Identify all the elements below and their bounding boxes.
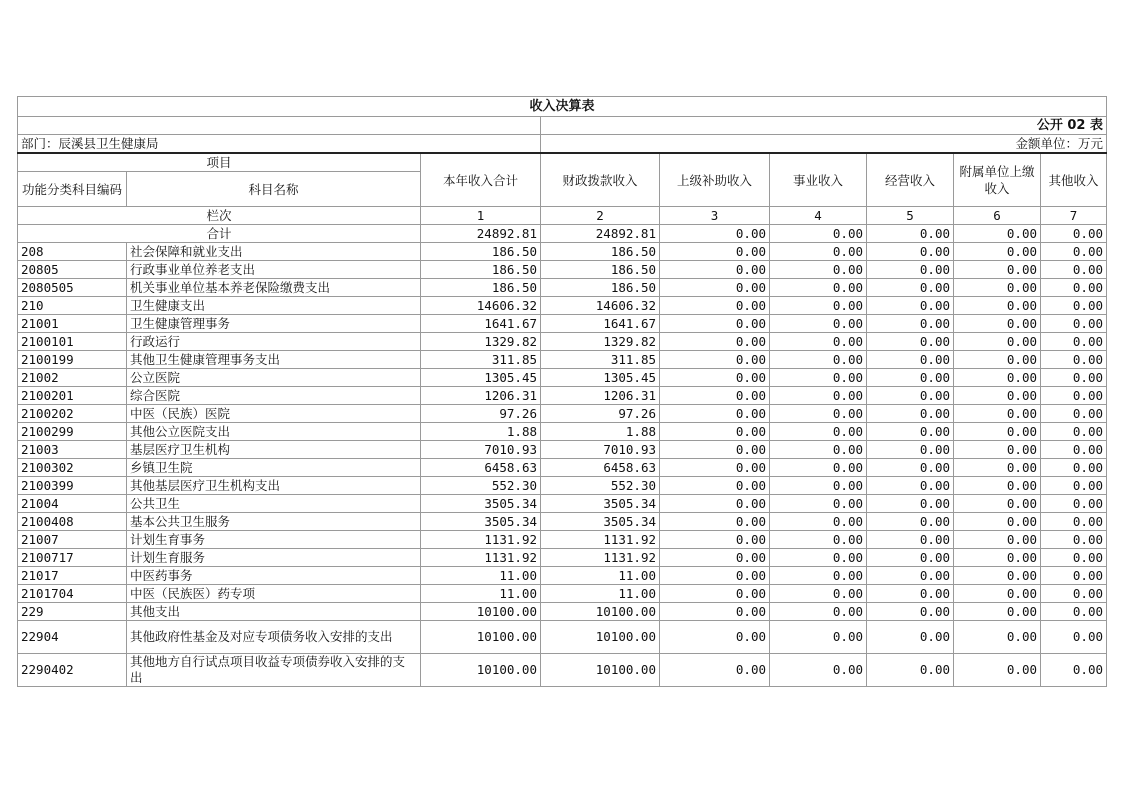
header-superior: 上级补助收入 [660, 153, 770, 207]
table-row [18, 279, 1107, 297]
amount-cell: 186.50 [421, 261, 541, 279]
amount-cell: 11.00 [421, 567, 541, 585]
header-total: 本年收入合计 [421, 153, 541, 207]
amount-cell: 0.00 [1041, 387, 1107, 405]
table-row [18, 441, 1107, 459]
unit-label: 金额单位：万元 [541, 135, 1107, 154]
amount-cell: 7010.93 [541, 441, 660, 459]
amount-cell: 311.85 [541, 351, 660, 369]
amount-cell: 0.00 [1041, 405, 1107, 423]
amount-cell: 0.00 [770, 531, 867, 549]
amount-cell: 0.00 [770, 387, 867, 405]
amount-cell: 552.30 [541, 477, 660, 495]
table-row [18, 387, 1107, 405]
amount-cell: 10100.00 [541, 621, 660, 654]
subject-code: 21002 [18, 369, 127, 387]
table-row [18, 423, 1107, 441]
table-row [18, 405, 1107, 423]
amount-cell: 14606.32 [421, 297, 541, 315]
header-name: 科目名称 [127, 172, 421, 207]
amount-cell: 0.00 [867, 315, 954, 333]
amount-cell: 0.00 [660, 567, 770, 585]
amount-cell: 0.00 [954, 459, 1041, 477]
amount-cell: 0.00 [660, 297, 770, 315]
subject-name: 卫生健康支出 [127, 297, 421, 315]
amount-cell: 6458.63 [421, 459, 541, 477]
amount-cell: 0.00 [770, 495, 867, 513]
subject-name: 机关事业单位基本养老保险缴费支出 [127, 279, 421, 297]
amount-cell: 0.00 [954, 243, 1041, 261]
amount-cell: 0.00 [867, 495, 954, 513]
amount-cell: 11.00 [541, 585, 660, 603]
table-row [18, 315, 1107, 333]
amount-cell: 0.00 [954, 549, 1041, 567]
amount-cell: 0.00 [1041, 495, 1107, 513]
amount-cell: 0.00 [867, 351, 954, 369]
amount-cell: 0.00 [1041, 549, 1107, 567]
subject-name: 计划生育服务 [127, 549, 421, 567]
amount-cell: 0.00 [660, 279, 770, 297]
subject-name: 中医（民族医）药专项 [127, 585, 421, 603]
amount-cell: 0.00 [770, 279, 867, 297]
amount-cell: 0.00 [660, 549, 770, 567]
amount-cell: 14606.32 [541, 297, 660, 315]
amount-cell: 97.26 [421, 405, 541, 423]
column-number: 5 [867, 207, 954, 225]
amount-cell: 0.00 [1041, 441, 1107, 459]
column-number: 1 [421, 207, 541, 225]
amount-cell: 1206.31 [541, 387, 660, 405]
subject-code: 22904 [18, 621, 127, 654]
table-row [18, 351, 1107, 369]
income-table [17, 96, 1107, 687]
column-number: 7 [1041, 207, 1107, 225]
amount-cell: 10100.00 [421, 621, 541, 654]
subject-code: 208 [18, 243, 127, 261]
amount-cell: 0.00 [660, 495, 770, 513]
table-row [18, 459, 1107, 477]
amount-cell: 0.00 [867, 333, 954, 351]
amount-cell: 0.00 [867, 423, 954, 441]
table-row [18, 477, 1107, 495]
amount-cell: 186.50 [421, 243, 541, 261]
amount-cell: 0.00 [954, 315, 1041, 333]
amount-cell: 0.00 [954, 333, 1041, 351]
amount-cell: 0.00 [867, 441, 954, 459]
income-statement-sheet [17, 96, 1106, 687]
amount-cell: 0.00 [770, 333, 867, 351]
amount-cell: 0.00 [660, 459, 770, 477]
amount-cell: 0.00 [954, 423, 1041, 441]
amount-cell: 0.00 [1041, 333, 1107, 351]
header-business: 事业收入 [770, 153, 867, 207]
subject-code: 2100408 [18, 513, 127, 531]
amount-cell: 0.00 [770, 369, 867, 387]
subject-code: 21003 [18, 441, 127, 459]
amount-cell: 1131.92 [421, 531, 541, 549]
amount-cell: 1641.67 [421, 315, 541, 333]
subject-name: 计划生育事务 [127, 531, 421, 549]
amount-cell: 0.00 [770, 477, 867, 495]
subject-name: 基本公共卫生服务 [127, 513, 421, 531]
amount-cell: 3505.34 [421, 495, 541, 513]
subject-code: 21001 [18, 315, 127, 333]
amount-cell: 186.50 [541, 243, 660, 261]
total-value: 0.00 [954, 225, 1041, 243]
amount-cell: 0.00 [867, 477, 954, 495]
amount-cell: 0.00 [954, 654, 1041, 687]
amount-cell: 0.00 [867, 585, 954, 603]
subject-code: 2080505 [18, 279, 127, 297]
total-label: 合计 [18, 225, 421, 243]
amount-cell: 0.00 [1041, 297, 1107, 315]
amount-cell: 0.00 [660, 621, 770, 654]
amount-cell: 0.00 [770, 459, 867, 477]
subject-code: 2100299 [18, 423, 127, 441]
amount-cell: 0.00 [1041, 654, 1107, 687]
table-row [18, 369, 1107, 387]
subject-code: 2100101 [18, 333, 127, 351]
amount-cell: 0.00 [770, 351, 867, 369]
amount-cell: 0.00 [1041, 513, 1107, 531]
amount-cell: 0.00 [1041, 315, 1107, 333]
amount-cell: 186.50 [541, 261, 660, 279]
subject-code: 2290402 [18, 654, 127, 687]
subject-code: 2101704 [18, 585, 127, 603]
amount-cell: 0.00 [1041, 243, 1107, 261]
table-row [18, 549, 1107, 567]
amount-cell: 0.00 [660, 243, 770, 261]
amount-cell: 0.00 [770, 513, 867, 531]
table-row [18, 654, 1107, 687]
amount-cell: 1.88 [541, 423, 660, 441]
total-value: 0.00 [660, 225, 770, 243]
table-row [18, 297, 1107, 315]
amount-cell: 0.00 [770, 297, 867, 315]
column-number: 4 [770, 207, 867, 225]
amount-cell: 11.00 [421, 585, 541, 603]
amount-cell: 0.00 [867, 531, 954, 549]
amount-cell: 0.00 [867, 567, 954, 585]
subject-name: 卫生健康管理事务 [127, 315, 421, 333]
amount-cell: 186.50 [421, 279, 541, 297]
header-item: 项目 [18, 153, 421, 172]
table-row [18, 621, 1107, 654]
amount-cell: 0.00 [660, 477, 770, 495]
subject-name: 基层医疗卫生机构 [127, 441, 421, 459]
amount-cell: 0.00 [770, 243, 867, 261]
amount-cell: 1329.82 [541, 333, 660, 351]
amount-cell: 0.00 [867, 279, 954, 297]
amount-cell: 0.00 [867, 261, 954, 279]
amount-cell: 0.00 [1041, 603, 1107, 621]
amount-cell: 0.00 [1041, 459, 1107, 477]
amount-cell: 186.50 [541, 279, 660, 297]
subject-name: 社会保障和就业支出 [127, 243, 421, 261]
column-number: 3 [660, 207, 770, 225]
subject-code: 2100201 [18, 387, 127, 405]
amount-cell: 7010.93 [421, 441, 541, 459]
amount-cell: 10100.00 [541, 654, 660, 687]
amount-cell: 0.00 [660, 441, 770, 459]
amount-cell: 3505.34 [541, 513, 660, 531]
amount-cell: 0.00 [1041, 567, 1107, 585]
subject-code: 21007 [18, 531, 127, 549]
amount-cell: 1.88 [421, 423, 541, 441]
subject-name: 其他支出 [127, 603, 421, 621]
amount-cell: 0.00 [954, 567, 1041, 585]
amount-cell: 0.00 [867, 297, 954, 315]
amount-cell: 0.00 [1041, 531, 1107, 549]
amount-cell: 0.00 [660, 423, 770, 441]
table-row [18, 585, 1107, 603]
subject-name: 其他卫生健康管理事务支出 [127, 351, 421, 369]
amount-cell: 10100.00 [421, 654, 541, 687]
amount-cell: 10100.00 [541, 603, 660, 621]
amount-cell: 552.30 [421, 477, 541, 495]
amount-cell: 0.00 [770, 405, 867, 423]
amount-cell: 0.00 [954, 513, 1041, 531]
amount-cell: 0.00 [660, 315, 770, 333]
amount-cell: 3505.34 [541, 495, 660, 513]
amount-cell: 1131.92 [541, 549, 660, 567]
amount-cell: 0.00 [867, 621, 954, 654]
amount-cell: 0.00 [954, 369, 1041, 387]
amount-cell: 311.85 [421, 351, 541, 369]
amount-cell: 0.00 [867, 405, 954, 423]
table-row [18, 531, 1107, 549]
amount-cell: 0.00 [770, 654, 867, 687]
amount-cell: 0.00 [1041, 585, 1107, 603]
amount-cell: 0.00 [770, 549, 867, 567]
amount-cell: 0.00 [867, 603, 954, 621]
subject-name: 综合医院 [127, 387, 421, 405]
table-row [18, 567, 1107, 585]
table-row [18, 513, 1107, 531]
table-row [18, 243, 1107, 261]
subject-code: 2100399 [18, 477, 127, 495]
total-value: 0.00 [867, 225, 954, 243]
amount-cell: 3505.34 [421, 513, 541, 531]
header-affiliated: 附属单位上缴收入 [954, 153, 1041, 207]
amount-cell: 0.00 [1041, 477, 1107, 495]
amount-cell: 10100.00 [421, 603, 541, 621]
amount-cell: 0.00 [660, 333, 770, 351]
amount-cell: 0.00 [867, 243, 954, 261]
amount-cell: 0.00 [770, 621, 867, 654]
column-label: 栏次 [18, 207, 421, 225]
amount-cell: 0.00 [954, 495, 1041, 513]
amount-cell: 0.00 [770, 585, 867, 603]
header-operating: 经营收入 [867, 153, 954, 207]
table-row [18, 495, 1107, 513]
amount-cell: 0.00 [954, 279, 1041, 297]
amount-cell: 0.00 [954, 531, 1041, 549]
amount-cell: 0.00 [954, 621, 1041, 654]
subject-name: 行政运行 [127, 333, 421, 351]
amount-cell: 0.00 [954, 477, 1041, 495]
amount-cell: 6458.63 [541, 459, 660, 477]
amount-cell: 0.00 [660, 654, 770, 687]
amount-cell: 0.00 [954, 297, 1041, 315]
header-fiscal: 财政拨款收入 [541, 153, 660, 207]
amount-cell: 0.00 [660, 387, 770, 405]
subject-code: 210 [18, 297, 127, 315]
amount-cell: 0.00 [867, 459, 954, 477]
subject-name: 其他政府性基金及对应专项债务收入安排的支出 [127, 621, 421, 654]
amount-cell: 0.00 [954, 405, 1041, 423]
amount-cell: 1305.45 [541, 369, 660, 387]
amount-cell: 0.00 [770, 603, 867, 621]
amount-cell: 0.00 [1041, 261, 1107, 279]
table-id: 公开 02 表 [541, 117, 1107, 135]
amount-cell: 0.00 [660, 513, 770, 531]
amount-cell: 0.00 [770, 567, 867, 585]
subject-name: 其他地方自行试点项目收益专项债券收入安排的支出 [127, 654, 421, 687]
amount-cell: 0.00 [867, 387, 954, 405]
amount-cell: 0.00 [867, 513, 954, 531]
amount-cell: 0.00 [867, 369, 954, 387]
subject-code: 21004 [18, 495, 127, 513]
amount-cell: 97.26 [541, 405, 660, 423]
subject-code: 20805 [18, 261, 127, 279]
amount-cell: 0.00 [770, 315, 867, 333]
amount-cell: 0.00 [954, 585, 1041, 603]
amount-cell: 0.00 [660, 585, 770, 603]
amount-cell: 0.00 [770, 423, 867, 441]
subject-code: 229 [18, 603, 127, 621]
header-other: 其他收入 [1041, 153, 1107, 207]
table-title: 收入决算表 [18, 97, 1107, 117]
subject-name: 行政事业单位养老支出 [127, 261, 421, 279]
subject-name: 其他基层医疗卫生机构支出 [127, 477, 421, 495]
subject-name: 其他公立医院支出 [127, 423, 421, 441]
table-row [18, 333, 1107, 351]
subject-name: 中医（民族）医院 [127, 405, 421, 423]
amount-cell: 0.00 [867, 549, 954, 567]
amount-cell: 1131.92 [541, 531, 660, 549]
amount-cell: 0.00 [1041, 423, 1107, 441]
subject-code: 2100199 [18, 351, 127, 369]
amount-cell: 0.00 [660, 603, 770, 621]
department-label: 部门：辰溪县卫生健康局 [18, 135, 541, 154]
amount-cell: 1206.31 [421, 387, 541, 405]
amount-cell: 0.00 [954, 387, 1041, 405]
subject-code: 21017 [18, 567, 127, 585]
amount-cell: 0.00 [660, 405, 770, 423]
amount-cell: 0.00 [660, 351, 770, 369]
amount-cell: 1329.82 [421, 333, 541, 351]
amount-cell: 0.00 [867, 654, 954, 687]
subject-code: 2100302 [18, 459, 127, 477]
header-code: 功能分类科目编码 [18, 172, 127, 207]
table-row [18, 261, 1107, 279]
amount-cell: 0.00 [954, 603, 1041, 621]
blank-cell [18, 117, 541, 135]
subject-code: 2100717 [18, 549, 127, 567]
amount-cell: 0.00 [954, 441, 1041, 459]
subject-name: 中医药事务 [127, 567, 421, 585]
amount-cell: 1305.45 [421, 369, 541, 387]
amount-cell: 0.00 [1041, 351, 1107, 369]
subject-name: 公立医院 [127, 369, 421, 387]
amount-cell: 1641.67 [541, 315, 660, 333]
column-number: 2 [541, 207, 660, 225]
amount-cell: 0.00 [954, 351, 1041, 369]
amount-cell: 0.00 [660, 261, 770, 279]
subject-code: 2100202 [18, 405, 127, 423]
total-value: 24892.81 [421, 225, 541, 243]
amount-cell: 0.00 [1041, 279, 1107, 297]
total-value: 0.00 [770, 225, 867, 243]
amount-cell: 0.00 [770, 261, 867, 279]
column-number: 6 [954, 207, 1041, 225]
amount-cell: 11.00 [541, 567, 660, 585]
total-value: 0.00 [1041, 225, 1107, 243]
subject-name: 乡镇卫生院 [127, 459, 421, 477]
subject-name: 公共卫生 [127, 495, 421, 513]
table-row [18, 603, 1107, 621]
amount-cell: 1131.92 [421, 549, 541, 567]
amount-cell: 0.00 [770, 441, 867, 459]
amount-cell: 0.00 [660, 531, 770, 549]
amount-cell: 0.00 [954, 261, 1041, 279]
amount-cell: 0.00 [1041, 369, 1107, 387]
amount-cell: 0.00 [660, 369, 770, 387]
total-value: 24892.81 [541, 225, 660, 243]
amount-cell: 0.00 [1041, 621, 1107, 654]
